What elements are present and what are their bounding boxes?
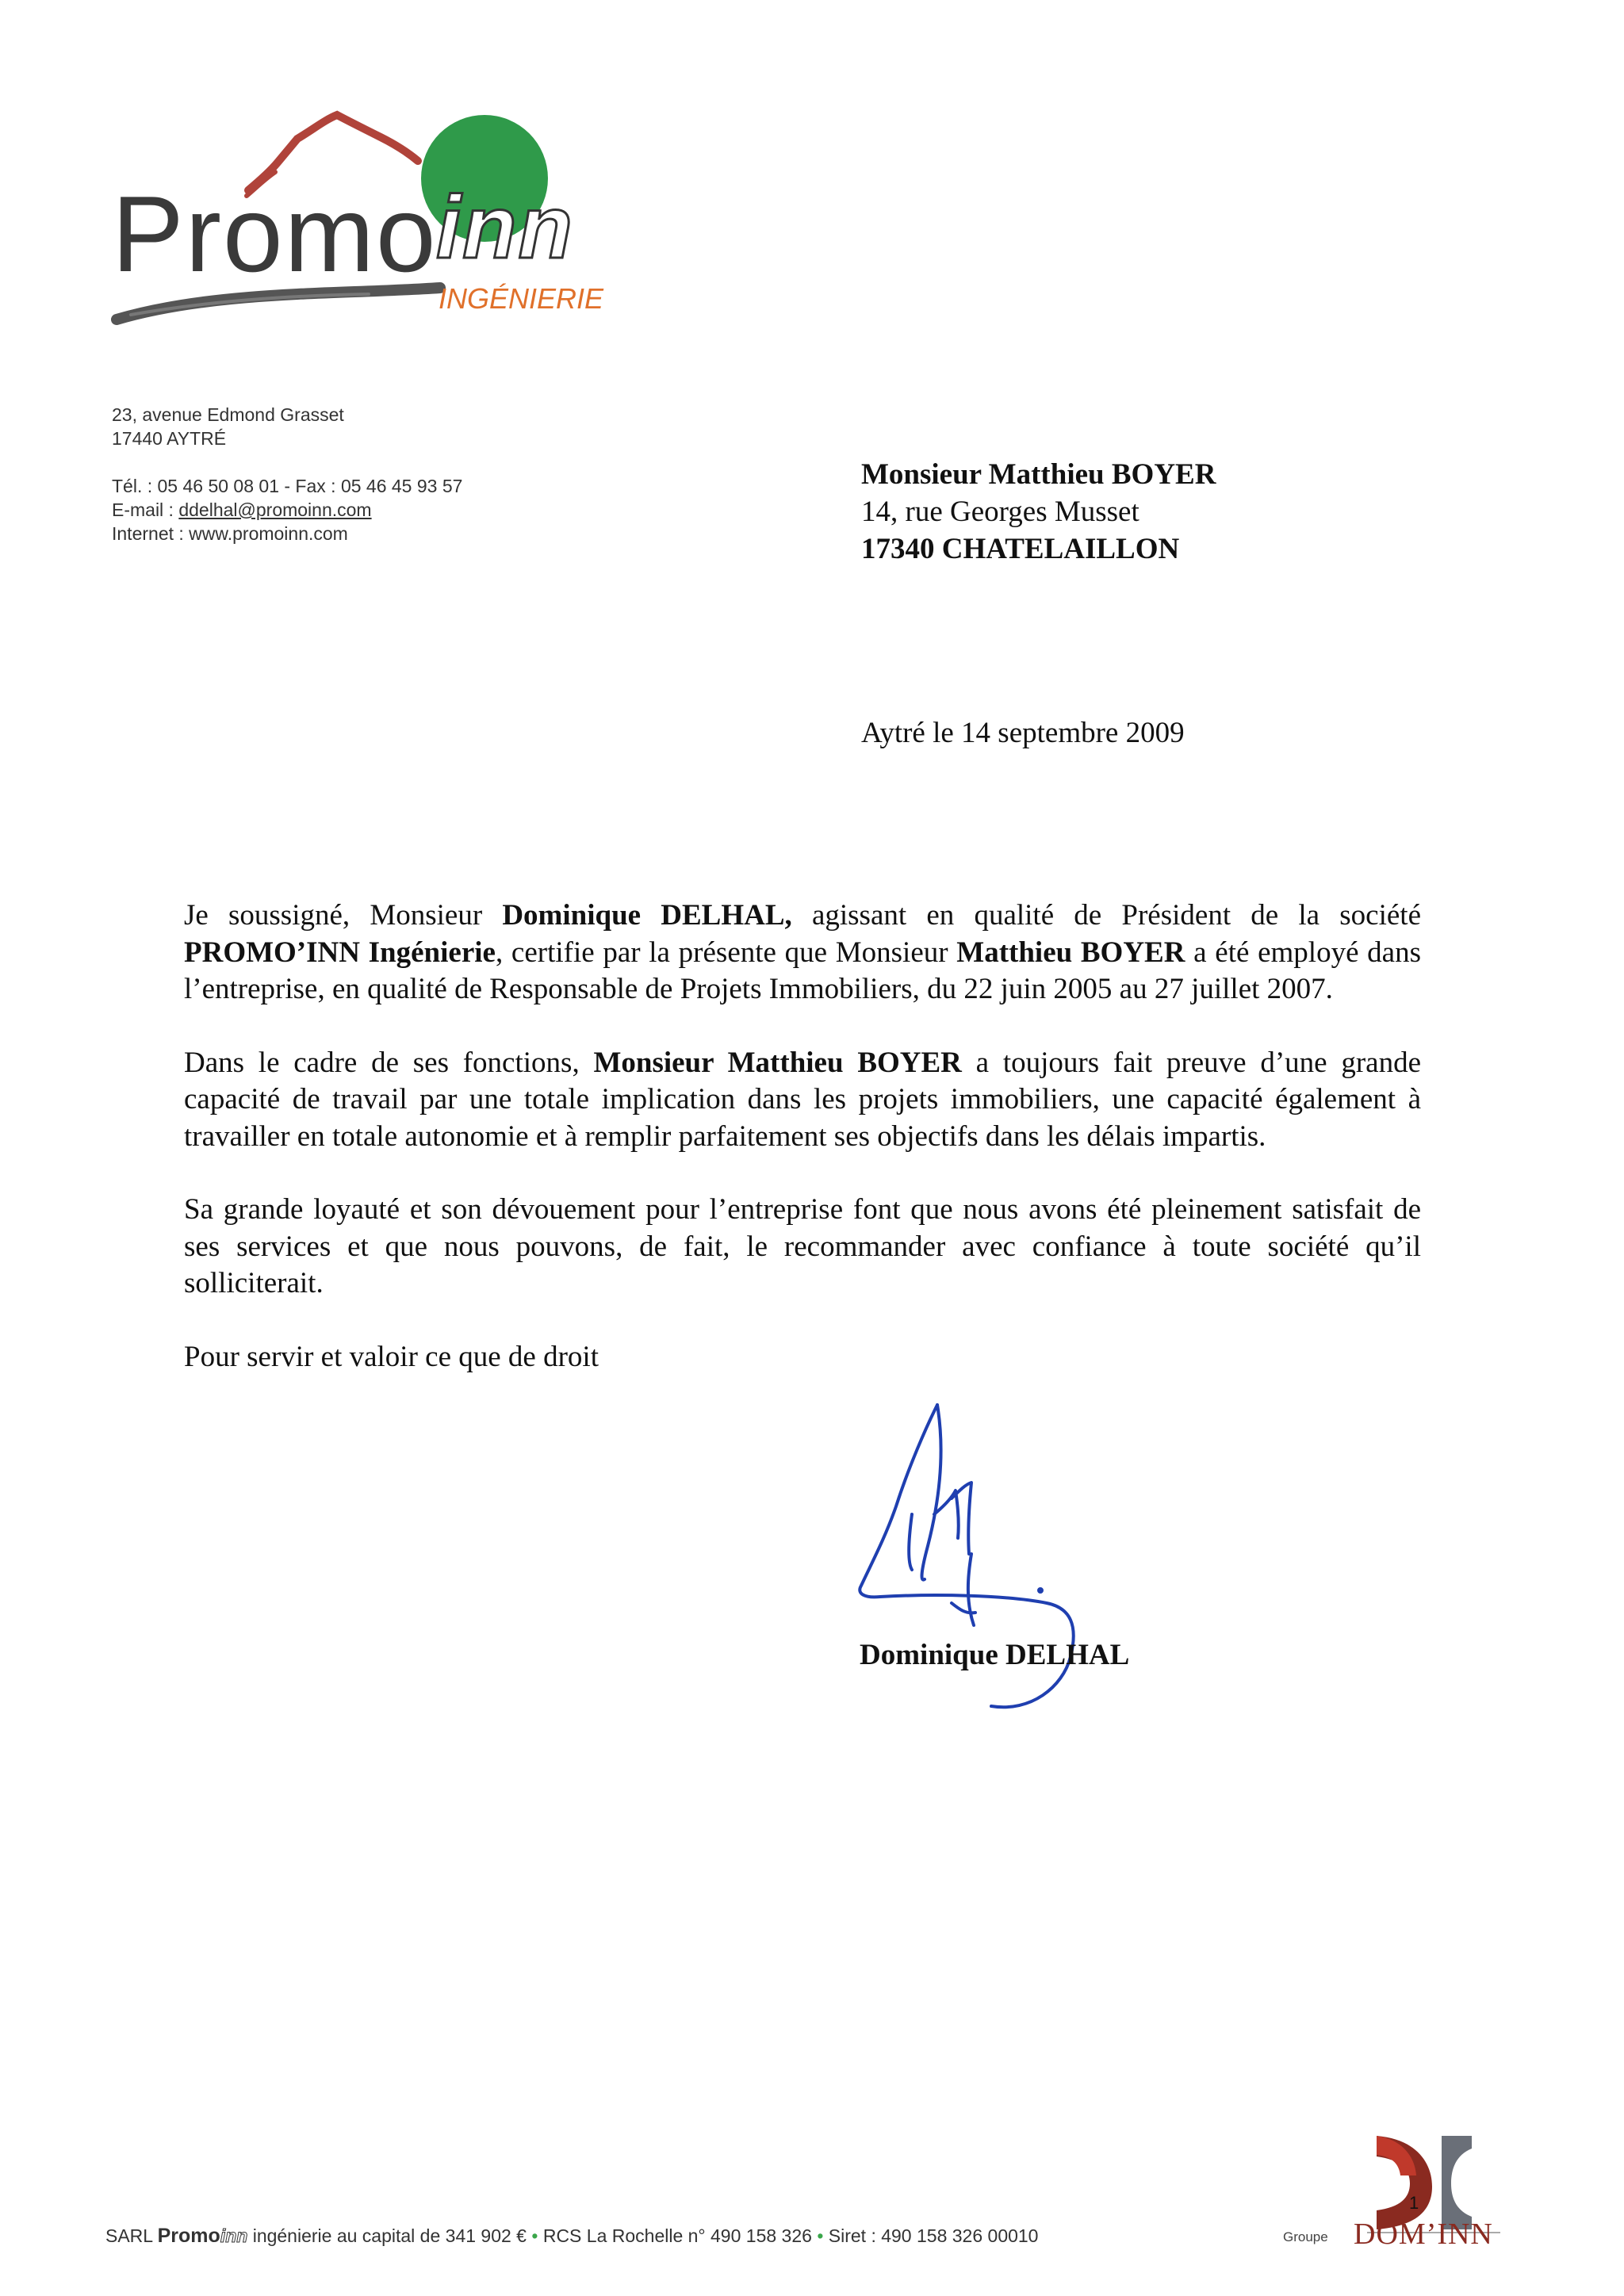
- domin-badge-number: 1: [1409, 2193, 1419, 2213]
- paragraph-1: Je soussigné, Monsieur Dominique DELHAL, agissant en qualité de Président de la société PROMO’INN Ingénierie, certifie par la présente que Monsieur Matthieu BOYER a été employé dans l’entreprise, en qualité de Responsable de Projets Immobiliers, du 22 juin 2005 au 27 juillet 2007.: [184, 899, 1422, 1005]
- paragraph-3: Sa grande loyauté et son dévouement pour l’entreprise font que nous avons été pleinement satisfait de ses services et que nous pouvons, de fait, le recommander avec confiance à toute société qu’il solliciterait.: [184, 1193, 1421, 1299]
- letter-body: [184, 897, 1421, 1412]
- recipient-block: [861, 456, 1216, 568]
- paragraph-closing: Pour servir et valoir ce que de droit: [184, 1340, 599, 1373]
- recipient-name: Monsieur Matthieu BOYER: [861, 458, 1216, 491]
- handwritten-signature: [833, 1395, 1118, 1728]
- paragraph-2: Dans le cadre de ses fonctions, Monsieur Matthieu BOYER a toujours fait preuve d’une grande capacité de travail par une totale implication dans les projets immobiliers, une capacité également à travailler en totale autonomie et à remplir parfaitement ses objectifs dans les délais impartis.: [184, 1046, 1421, 1153]
- sender-address-line2: 17440 AYTRÉ: [112, 428, 227, 449]
- footer-group-label: Groupe: [1283, 2229, 1328, 2244]
- recipient-street: 14, rue Georges Musset: [861, 496, 1139, 528]
- sender-email-row: [112, 498, 462, 522]
- logo-subtitle: INGÉNIERIE: [439, 282, 604, 315]
- domin-group-name: DOM’INN: [1354, 2218, 1493, 2251]
- sender-address-line1: 23, avenue Edmond Grasset: [112, 404, 344, 425]
- sender-phone-fax: Tél. : 05 46 50 08 01 - Fax : 05 46 45 93 57: [112, 476, 463, 496]
- logo-inn-text: inn: [436, 178, 574, 277]
- letter-date: Aytré le 14 septembre 2009: [861, 717, 1185, 749]
- sender-block: [112, 403, 462, 545]
- recipient-city: 17340 CHATELAILLON: [861, 533, 1180, 565]
- signatory-name: Dominique DELHAL: [860, 1639, 1130, 1671]
- company-logo: [107, 107, 646, 337]
- sender-email-link[interactable]: ddelhal@promoinn.com: [178, 499, 372, 520]
- logo-wordmark: Promo: [112, 174, 438, 294]
- sender-internet: Internet : www.promoinn.com: [112, 523, 348, 544]
- footer-legal: SARL Promoinn ingénierie au capital de 341 902 € • RCS La Rochelle n° 490 158 326 • Siret : 490 158 326 00010: [105, 2225, 1039, 2247]
- sender-email-label: E-mail :: [112, 499, 179, 520]
